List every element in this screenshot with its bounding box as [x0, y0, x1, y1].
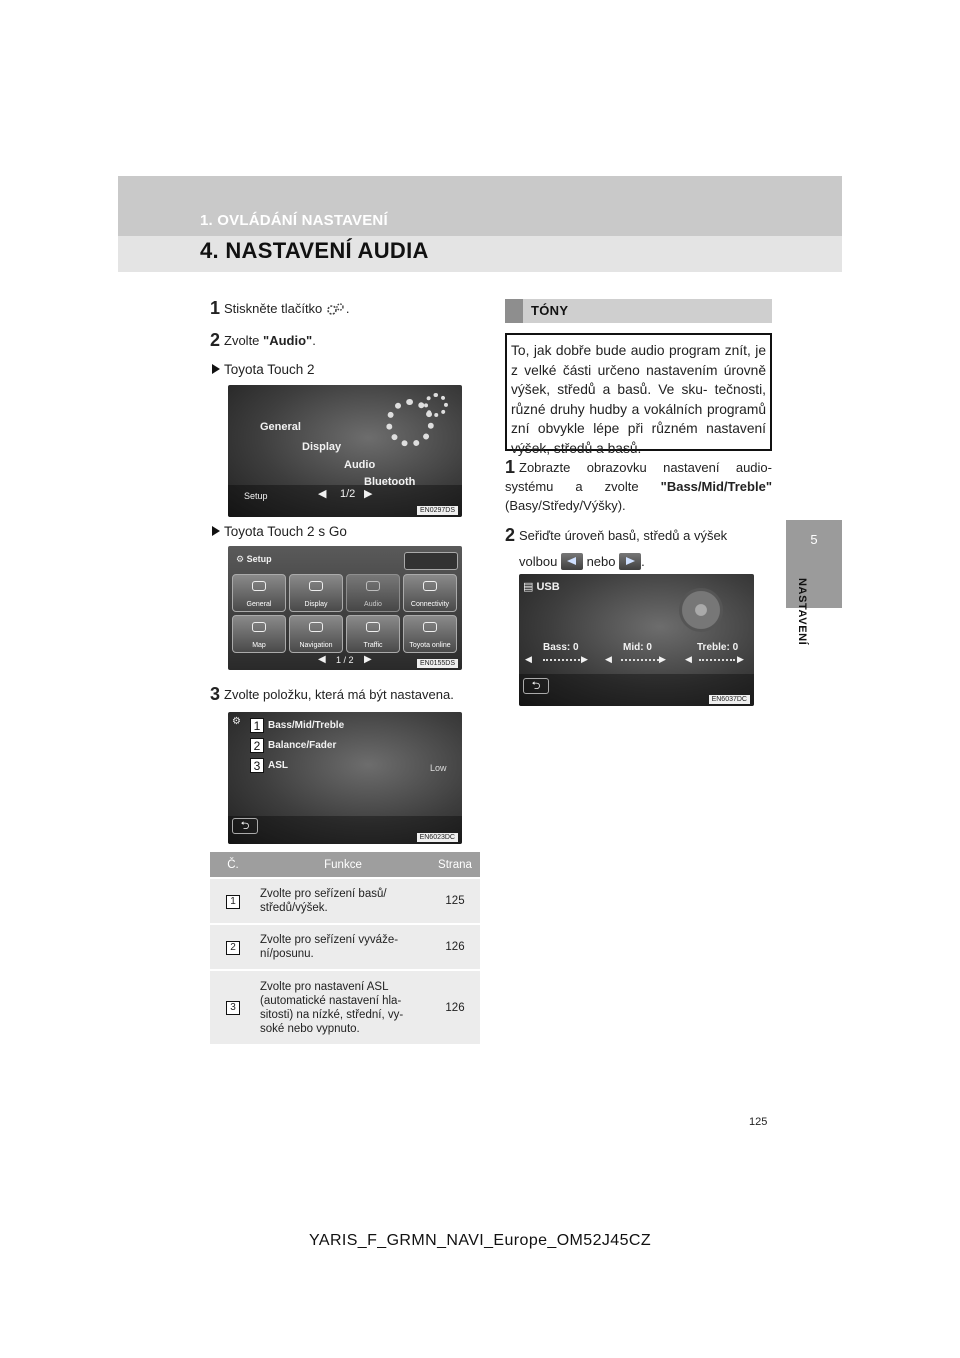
setup-label: Setup [244, 491, 268, 501]
row-page-cell: 125 [430, 878, 480, 924]
prev-page-icon[interactable]: ◀ [318, 488, 327, 500]
asl-value: Low [430, 763, 447, 773]
chapter-side-tab [786, 520, 842, 608]
heading-square [505, 299, 523, 323]
step-suffix: . [345, 301, 350, 316]
table-row [210, 970, 480, 1044]
bullet-text: Toyota Touch 2 s Go [224, 524, 347, 539]
menu-item-general[interactable]: General [260, 421, 301, 433]
step-number: 1 [505, 457, 516, 477]
row-number-box: 1 [226, 895, 240, 909]
step-text: Zvolte položku, která má být nastavena. [224, 687, 454, 702]
chapter-number: 5 [810, 532, 818, 547]
tile-map[interactable] [232, 615, 286, 653]
page-indicator: 1 / 2 [336, 655, 354, 665]
step-bold: "Audio" [263, 333, 313, 348]
step-after: (Basy/Středy/Výšky). [505, 498, 626, 513]
page-indicator: 1/2 [340, 488, 356, 500]
section-title: 4. NASTAVENÍ AUDIA [200, 238, 429, 263]
step-number: 1 [210, 298, 221, 318]
traffic-icon [366, 622, 380, 632]
image-code: EN0297DS [417, 506, 458, 515]
menu-item-bass-mid-treble[interactable]: Bass/Mid/Treble [268, 720, 345, 731]
step-text: Zobrazte obrazovku nastavení audio- systému a zvolte [505, 460, 772, 494]
prev-page-icon[interactable]: ◀ [318, 654, 326, 665]
step-text: Seřiďte úroveň basů, středů a výšek [519, 528, 728, 543]
chapter-title: 1. OVLÁDÁNÍ NASTAVENÍ [200, 212, 388, 229]
col-number: Č. [210, 852, 256, 878]
menu-item-display[interactable]: Display [302, 441, 342, 453]
callout-2: 2 [250, 738, 264, 753]
tony-heading-bar [505, 299, 772, 323]
step-text: Zvolte [224, 333, 260, 348]
tony-info-box: To, jak dobře bude audio program znít, je z velké části určeno nastavením úrovně výšek, středů a basů. Ve sku- tečnosti, různé druhy hudby a vokálních programů zní obvykle lépe při různém nastavení výšek, středů a basů. [505, 333, 772, 451]
map-icon [252, 622, 266, 632]
document-id: YARIS_F_GRMN_NAVI_Europe_OM52J45CZ [308, 1232, 652, 1249]
step-2 [210, 330, 316, 351]
back-button-icon[interactable]: ⮌ [523, 678, 549, 694]
right-step-1 [505, 458, 772, 515]
page-number: 125 [749, 1116, 768, 1128]
callout-3: 3 [250, 758, 264, 773]
image-code: EN6023DC [417, 833, 458, 842]
status-box [404, 552, 458, 570]
tile-label: Connectivity [410, 601, 450, 608]
table-row [210, 878, 480, 924]
step-suffix: . [641, 554, 645, 569]
row-function-cell: Zvolte pro seřízení vyváže- ní/posunu. [256, 924, 430, 970]
tony-heading: TÓNY [531, 303, 569, 318]
row-function-cell: Zvolte pro nastavení ASL (automatické nastavení hla- sitosti) na nízké, střední, vy- soké nebo vypnuto. [256, 970, 430, 1044]
row-function-cell: Zvolte pro seřízení basů/ středů/výšek. [256, 878, 430, 924]
bullet-triangle-icon [212, 364, 220, 374]
screen-setup-grid [228, 546, 462, 670]
menu-item-asl[interactable]: ASL [268, 760, 288, 771]
screen-bass-mid-treble [519, 574, 754, 706]
treble-label: Treble: 0 [697, 642, 739, 653]
right-step-2 [505, 522, 772, 575]
menu-item-balance-fader[interactable]: Balance/Fader [268, 740, 337, 751]
usb-source [523, 580, 560, 593]
tile-label: Toyota online [409, 642, 451, 649]
general-icon [252, 581, 266, 591]
bass-increase-icon[interactable]: ▶ [581, 654, 588, 664]
function-table [210, 852, 480, 1044]
treble-slider[interactable] [699, 656, 735, 661]
connectivity-icon [423, 581, 437, 591]
usb-title: USB [536, 581, 560, 593]
tile-connectivity[interactable] [403, 574, 457, 612]
right-arrow-button-icon [619, 553, 641, 570]
row-number-cell [210, 924, 256, 970]
audio-icon [366, 581, 380, 591]
tile-label: Traffic [363, 642, 383, 649]
step-number: 2 [210, 330, 221, 350]
tile-label: General [246, 601, 272, 608]
step-line2-b: nebo [586, 554, 616, 569]
bass-slider[interactable] [543, 656, 583, 661]
setup-title [236, 554, 272, 565]
left-arrow-button-icon [561, 553, 583, 570]
usb-icon: ▤ [523, 581, 534, 593]
next-page-icon[interactable]: ▶ [364, 488, 373, 500]
screen-setup-menu [228, 385, 462, 517]
tile-general[interactable] [232, 574, 286, 612]
treble-increase-icon[interactable]: ▶ [737, 654, 744, 664]
tile-label: Map [252, 642, 266, 649]
tile-navigation[interactable] [289, 615, 343, 653]
mid-slider[interactable] [621, 656, 659, 661]
navigation-icon [309, 622, 323, 632]
toyota-online-icon [423, 622, 437, 632]
row-number-box: 2 [226, 941, 240, 955]
tile-display[interactable] [289, 574, 343, 612]
tile-label: Audio [364, 601, 382, 608]
image-code: EN0155DS [417, 659, 458, 668]
bass-decrease-icon[interactable]: ◀ [525, 654, 532, 664]
tile-toyota-online[interactable] [403, 615, 457, 653]
col-page: Strana [430, 852, 480, 878]
step-3 [210, 684, 454, 705]
mid-label: Mid: 0 [623, 642, 652, 653]
side-label-wrap [796, 578, 875, 646]
treble-decrease-icon[interactable]: ◀ [685, 654, 692, 664]
step-number: 2 [505, 525, 516, 545]
display-icon [309, 581, 323, 591]
gear-icon: ⚙ [236, 554, 245, 564]
tile-traffic[interactable] [346, 615, 400, 653]
setup-title-text: Setup [246, 554, 272, 564]
mid-decrease-icon[interactable]: ◀ [605, 654, 612, 664]
table-header-row [210, 852, 480, 878]
row-number-cell [210, 970, 256, 1044]
row-page-cell: 126 [430, 924, 480, 970]
settings-gear-icon [326, 302, 346, 319]
next-page-icon[interactable]: ▶ [364, 654, 372, 665]
bass-label: Bass: 0 [543, 642, 579, 653]
step-number: 3 [210, 684, 221, 704]
bullet-toyota-touch-2 [212, 362, 315, 377]
table-row [210, 924, 480, 970]
disc-icon [679, 588, 723, 632]
tile-label: Navigation [299, 642, 333, 649]
step-suffix: . [312, 333, 316, 348]
row-number-box: 3 [226, 1001, 240, 1015]
menu-item-audio[interactable]: Audio [344, 459, 376, 471]
small-gear-icon [424, 393, 448, 417]
tile-label: Display [304, 601, 328, 608]
tile-audio[interactable] [346, 574, 400, 612]
back-button-icon[interactable]: ⮌ [232, 818, 258, 834]
menu-item-bluetooth[interactable]: Bluetooth [364, 476, 416, 488]
step-bold: "Bass/Mid/Treble" [660, 479, 772, 494]
step-text: Stiskněte tlačítko [224, 301, 323, 316]
mid-increase-icon[interactable]: ▶ [659, 654, 666, 664]
callout-1: 1 [250, 718, 264, 733]
row-number-cell [210, 878, 256, 924]
bullet-toyota-touch-2-go [212, 524, 347, 539]
row-page-cell: 126 [430, 970, 480, 1044]
image-code: EN6037DC [709, 695, 750, 704]
step-1 [210, 298, 350, 319]
col-function: Funkce [256, 852, 430, 878]
screen-audio-menu [228, 712, 462, 844]
audio-settings-icon: ⚙ [232, 716, 241, 727]
bullet-triangle-icon [212, 526, 220, 536]
side-label: NASTAVENÍ [796, 578, 808, 646]
bullet-text: Toyota Touch 2 [224, 362, 315, 377]
step-line2-a: volbou [519, 554, 558, 569]
